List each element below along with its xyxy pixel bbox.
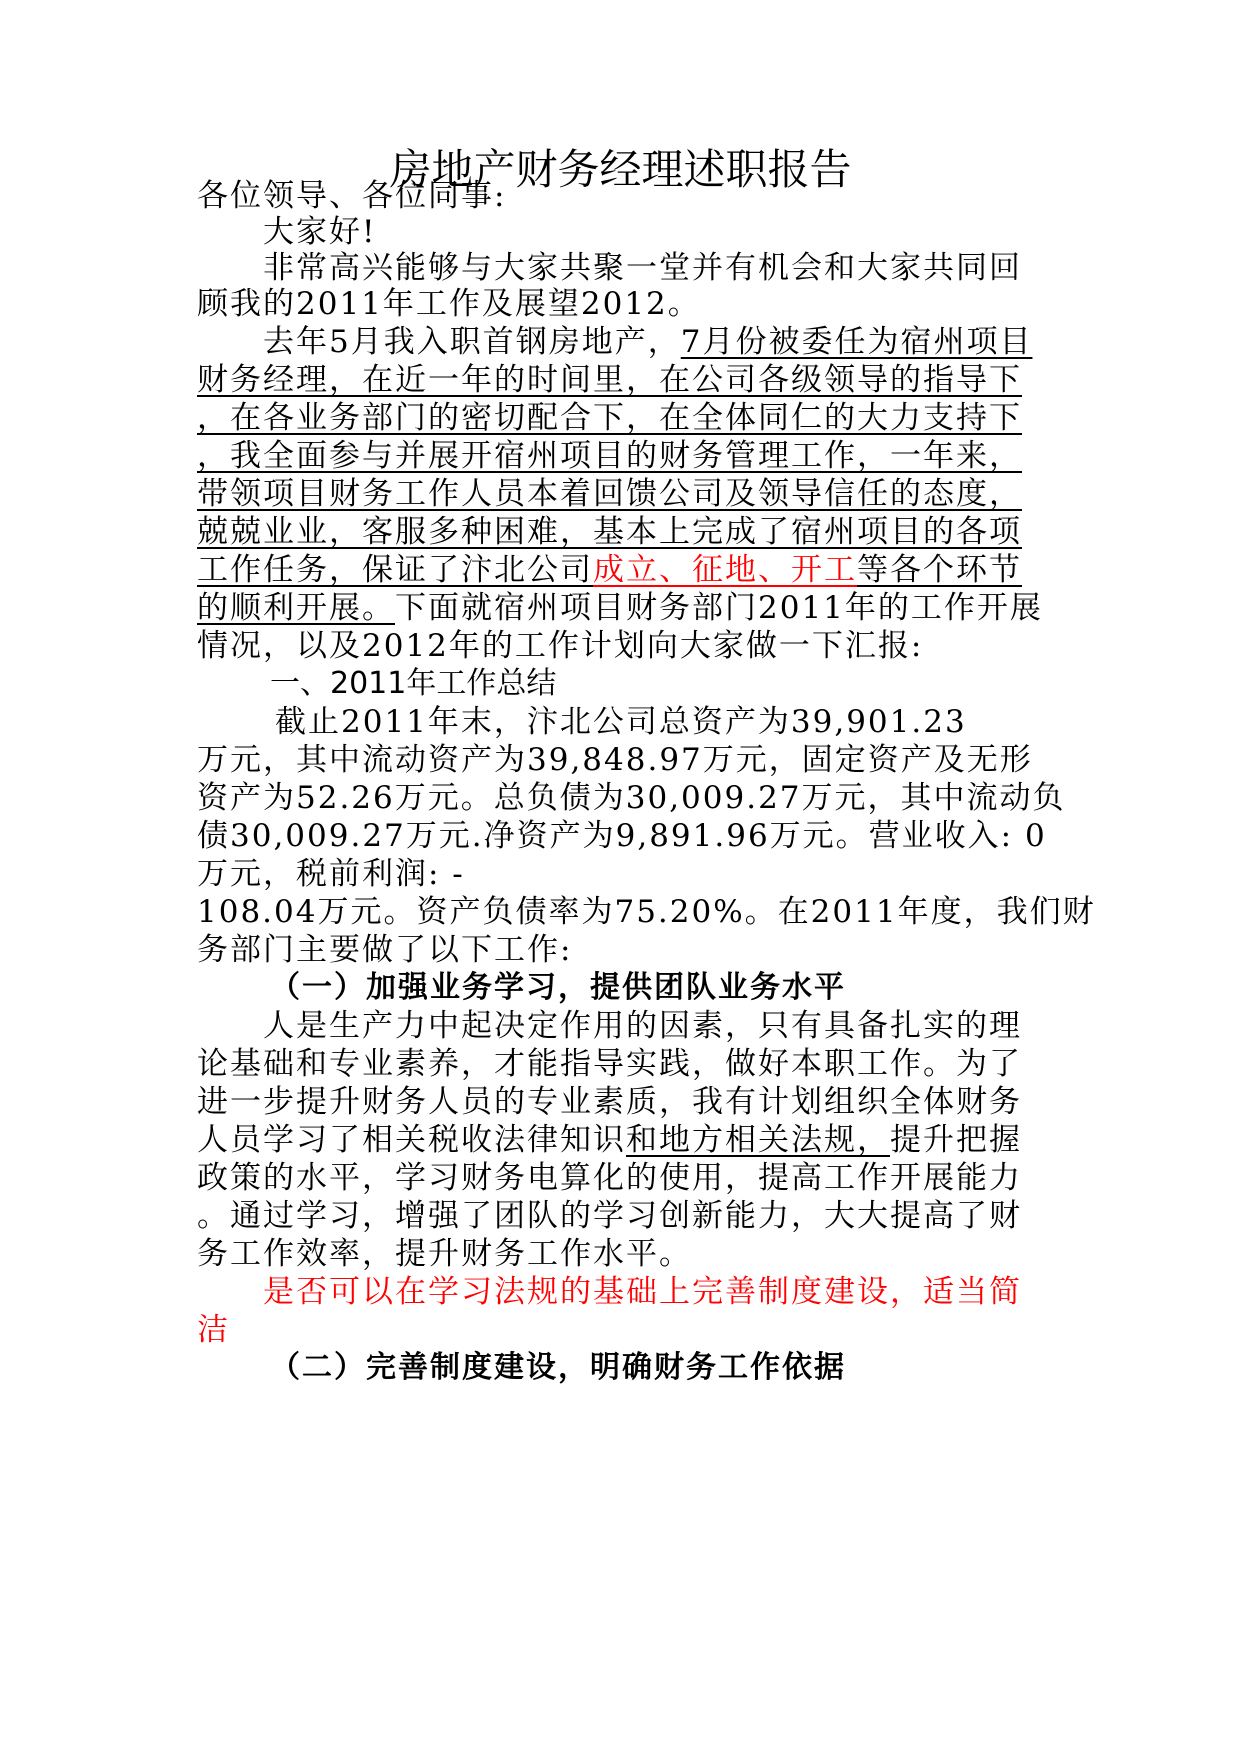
sub1-line-7: 务工作效率，提升财务工作水平。	[197, 1236, 692, 1272]
intro-line-1: 非常高兴能够与大家共聚一堂并有机会和大家共同回	[263, 250, 1022, 286]
section-1-heading: 一、2011年工作总结	[270, 666, 557, 701]
intro-line-2: 顾我的2011年工作及展望2012。	[197, 286, 701, 322]
salutation: 大家好!	[263, 214, 377, 250]
s1-line-3: 资产为52.26万元。总负债为30,009.27万元，其中流动负	[197, 780, 1066, 816]
p2-line-8-underlined: 的顺利开展。	[197, 590, 395, 626]
sub1-line-1: 人是生产力中起决定作用的因素，只有具备扎实的理	[263, 1008, 1022, 1044]
p2-line-5: 带领项目财务工作人员本着回馈公司及领导信任的态度，	[197, 476, 1022, 512]
s1-line-4: 债30,009.27万元.净资产为9,891.96万元。营业收入: 0	[197, 818, 1047, 854]
p2-line-4: ，我全面参与并展开宿州项目的财务管理工作，一年来，	[197, 438, 1022, 474]
p2-line-8-plain: 下面就宿州项目财务部门2011年的工作开展	[395, 590, 1043, 626]
greeting: 各位领导、各位同事:	[197, 178, 507, 214]
sub1-line-5: 政策的水平，学习财务电算化的使用，提高工作开展能力	[197, 1160, 1022, 1196]
p2-line-1-plain: 去年5月我入职首钢房地产，	[263, 324, 681, 360]
p2-line-3: ，在各业务部门的密切配合下，在全体同仁的大力支持下	[197, 400, 1022, 436]
sub1-line-2: 论基础和专业素养，才能指导实践，做好本职工作。为了	[197, 1046, 1022, 1082]
sub1-line-3: 进一步提升财务人员的专业素质，我有计划组织全体财务	[197, 1084, 1022, 1120]
sub-2-heading: （二）完善制度建设，明确财务工作依据	[270, 1350, 846, 1385]
sub1-line-4-underlined: 和地方相关法规，	[626, 1122, 890, 1158]
s1-line-5: 万元，税前利润: -	[197, 856, 465, 892]
comment-line-2: 洁	[197, 1312, 230, 1348]
p2-line-7-highlight: 成立、征地、开工	[593, 552, 857, 588]
p2-line-2: 财务经理，在近一年的时间里，在公司各级领导的指导下	[197, 362, 1022, 398]
s1-line-7: 务部门主要做了以下工作:	[197, 932, 573, 968]
s1-line-2: 万元，其中流动资产为39,848.97万元，固定资产及无形	[197, 742, 1033, 778]
s1-line-1: 截止2011年末，汴北公司总资产为39,901.23	[275, 704, 967, 740]
comment-line-1: 是否可以在学习法规的基础上完善制度建设，适当简	[263, 1274, 1022, 1310]
sub1-line-4-plain: 人员学习了相关税收法律知识	[197, 1122, 626, 1158]
p2-line-6: 兢兢业业，客服多种困难，基本上完成了宿州项目的各项	[197, 514, 1022, 550]
p2-line-9: 情况，以及2012年的工作计划向大家做一下汇报:	[197, 628, 924, 664]
p2-line-7-underlined-2: 等各个环节	[857, 552, 1022, 588]
s1-line-6: 108.04万元。资产负债率为75.20%。在2011年度，我们财	[197, 894, 1096, 930]
document-title: 房地产财务经理述职报告	[389, 145, 852, 194]
p2-line-7-underlined: 工作任务，保证了汴北公司	[197, 552, 593, 588]
sub1-line-6: 。通过学习，增强了团队的学习创新能力，大大提高了财	[197, 1198, 1022, 1234]
p2-line-1-underlined: 7月份被委任为宿州项目	[680, 324, 1033, 360]
sub1-line-4-plain-2: 提升把握	[890, 1122, 1022, 1158]
sub-1-heading: （一）加强业务学习，提供团队业务水平	[270, 970, 846, 1005]
